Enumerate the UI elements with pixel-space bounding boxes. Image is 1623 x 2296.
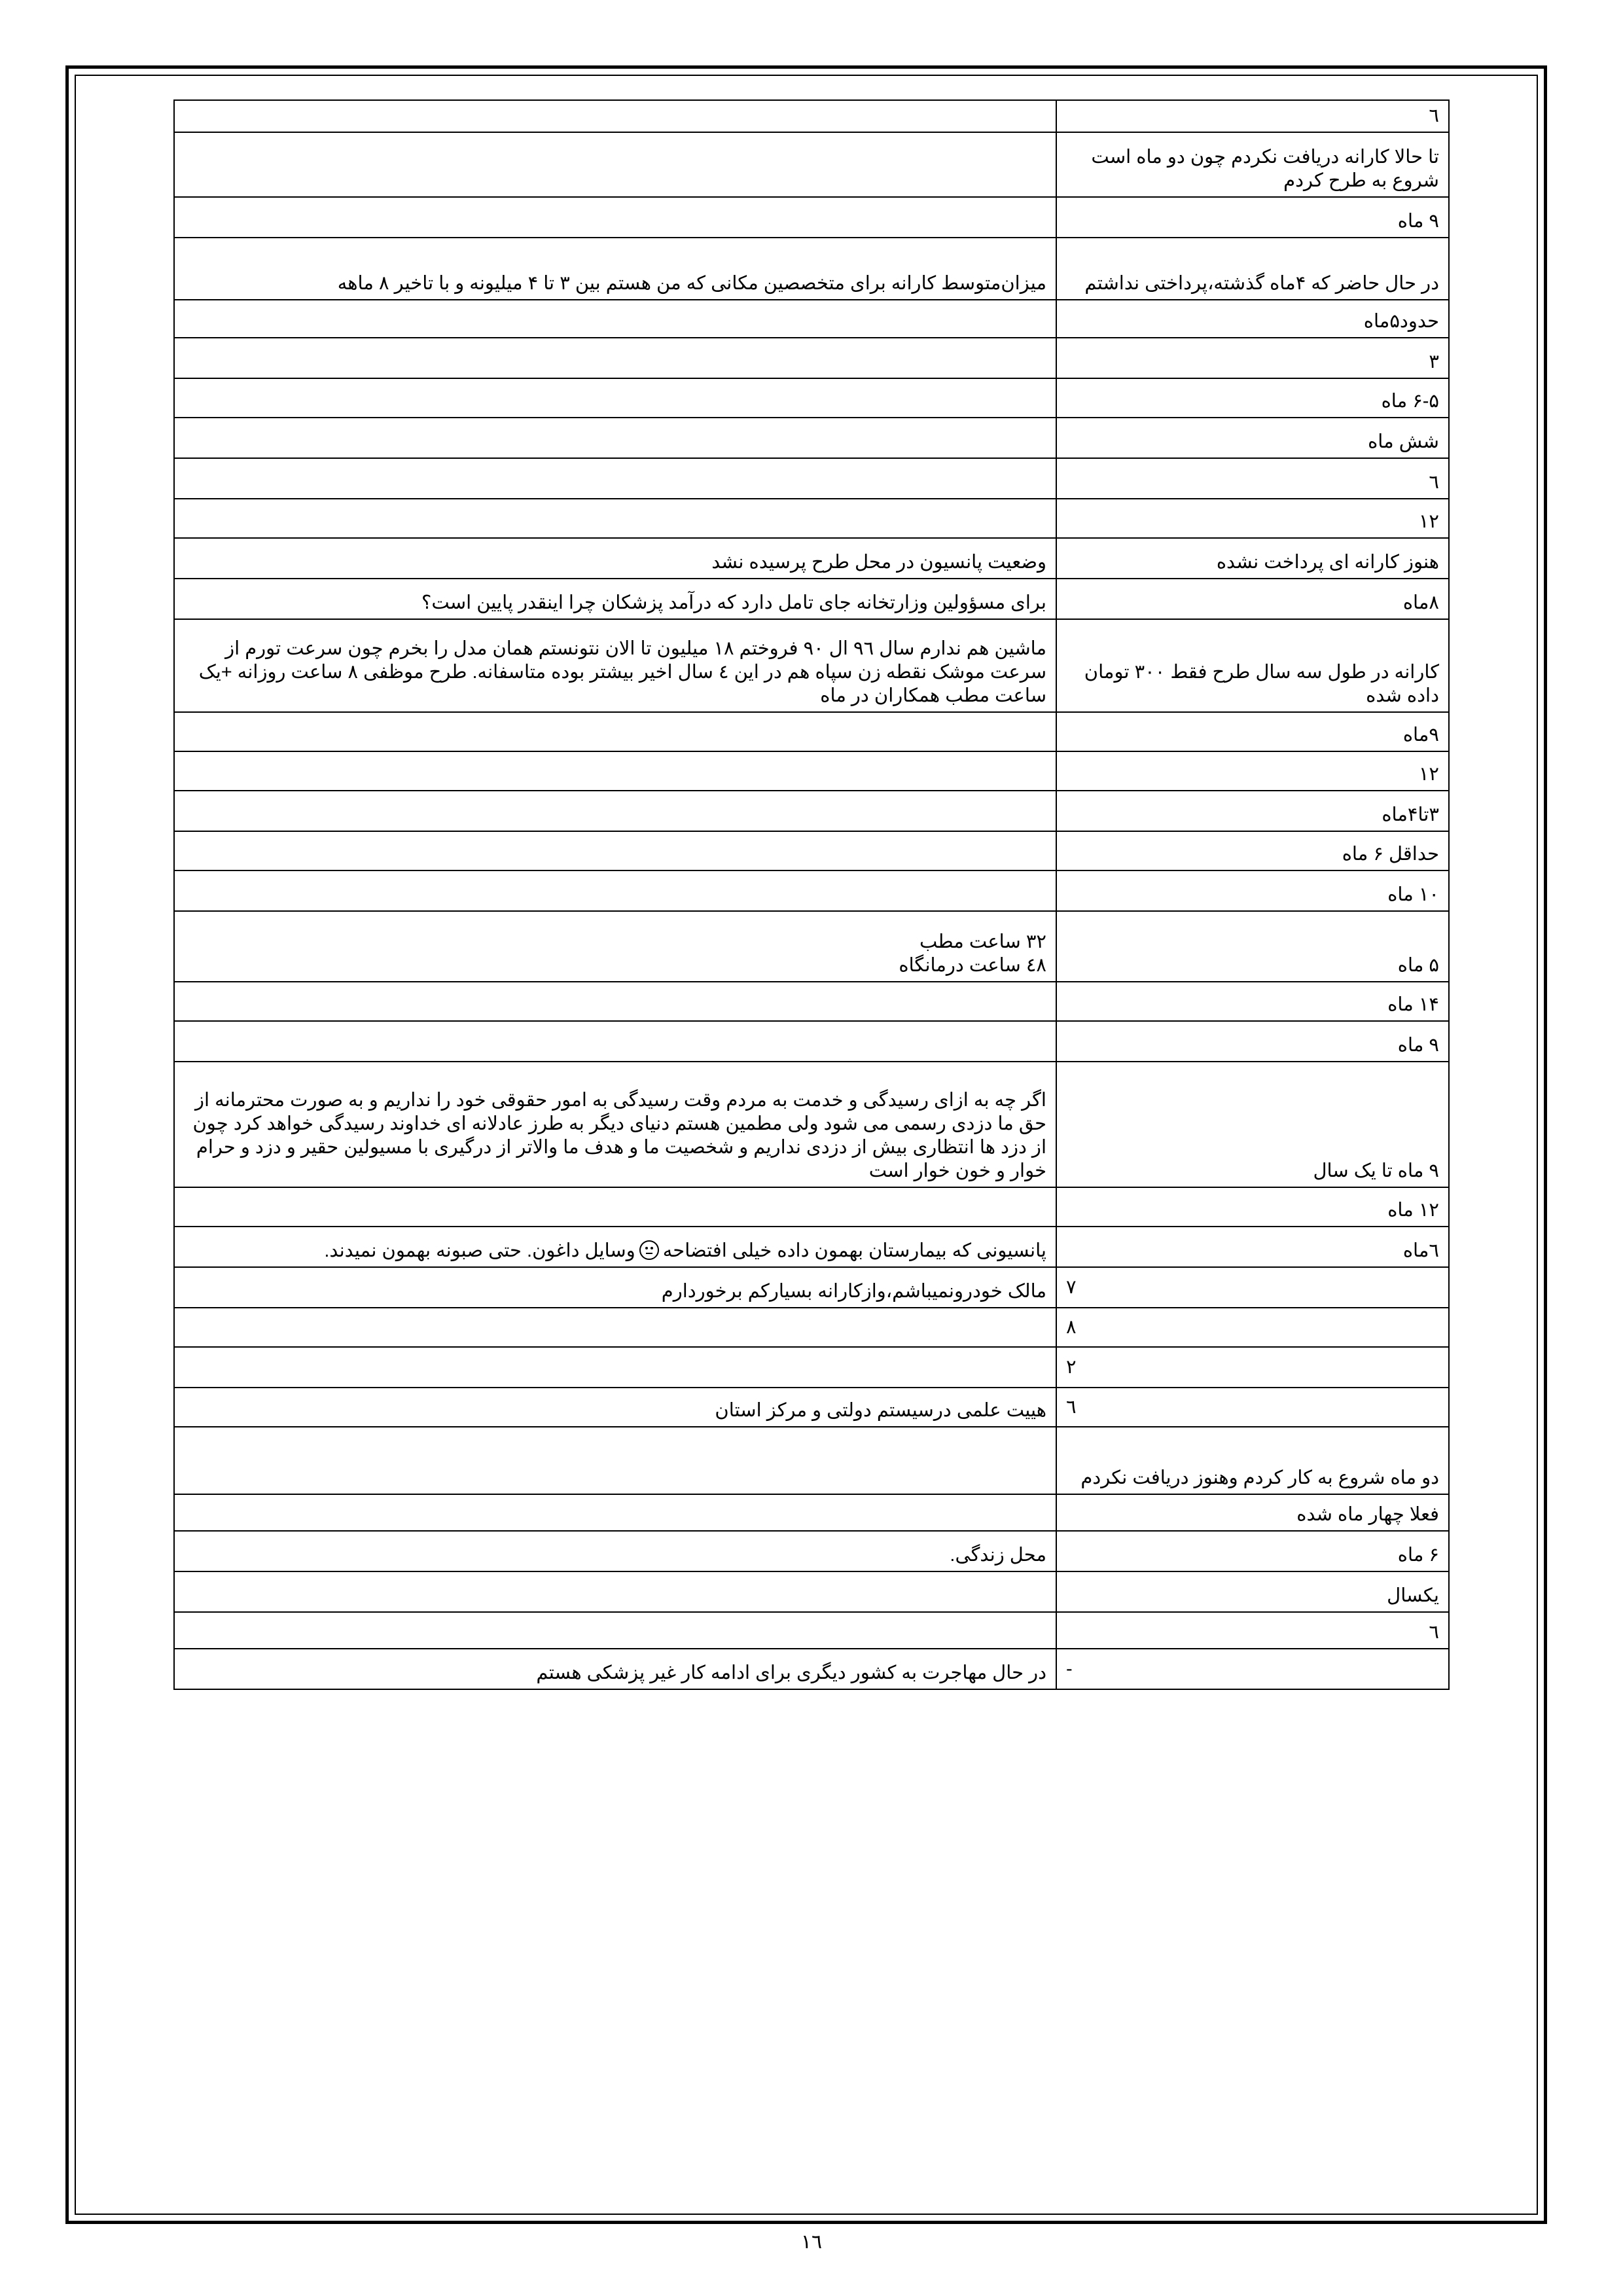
table-row	[174, 619, 1449, 712]
comment-cell	[174, 1347, 1056, 1388]
duration-cell: یکسال	[1056, 1571, 1449, 1612]
comment-cell: مالک خودرونمیباشم،وازکارانه بسیارکم برخوردارم	[174, 1267, 1056, 1308]
duration-cell: ۹ماه	[1056, 712, 1449, 751]
table-row	[174, 1227, 1449, 1267]
duration-cell: کارانه در طول سه سال طرح فقط ۳۰۰ تومان داده شده	[1056, 619, 1449, 712]
comment-cell: هییت علمی درسیستم دولتی و مرکز استان	[174, 1388, 1056, 1427]
table-row	[174, 579, 1449, 619]
table-row	[174, 1187, 1449, 1227]
table-row	[174, 1388, 1449, 1427]
duration-cell: ۱۲	[1056, 499, 1449, 538]
neutral-face-icon	[639, 1240, 659, 1260]
comment-cell	[174, 1187, 1056, 1227]
comment-cell	[174, 791, 1056, 831]
comment-cell	[174, 338, 1056, 378]
duration-cell: ٦	[1056, 458, 1449, 499]
comment-cell: در حال مهاجرت به کشور دیگری برای ادامه کار غیر پزشکی هستم	[174, 1649, 1056, 1689]
table-row	[174, 1649, 1449, 1689]
duration-cell: فعلا چهار ماه شده	[1056, 1494, 1449, 1531]
table-row	[174, 100, 1449, 132]
duration-cell: ٦	[1056, 1612, 1449, 1649]
comment-cell: اگر چه به ازای رسیدگی و خدمت به مردم وقت رسیدگی به امور حقوقی خود را نداریم و به صورت محترمانه از حق ما دزدی رسمی می شود ولی مطمین هستم دنیای دیگر به طرز عادلانه ای خداوند رسیدگی خواهد کرد چون از دزد ها انتظاری بیش از دزدی نداریم و شخصیت ما و هدف ما والاتر از درگیری با مسیولین حقیر و دزد و حرام خوار و خون خوار است	[174, 1062, 1056, 1187]
comment-cell	[174, 418, 1056, 458]
comment-cell	[174, 132, 1056, 197]
duration-cell: ۳تا۴ماه	[1056, 791, 1449, 831]
comment-cell	[174, 458, 1056, 499]
duration-cell: تا حالا کارانه دریافت نکردم چون دو ماه است شروع به طرح کردم	[1056, 132, 1449, 197]
table-row	[174, 378, 1449, 418]
comment-cell	[174, 300, 1056, 338]
duration-cell: ۱۲ ماه	[1056, 1187, 1449, 1227]
table-row	[174, 831, 1449, 870]
duration-cell: شش ماه	[1056, 418, 1449, 458]
comment-cell	[174, 378, 1056, 418]
duration-cell: ٦ماه	[1056, 1227, 1449, 1267]
duration-cell: ۱۴ ماه	[1056, 982, 1449, 1021]
table-row	[174, 499, 1449, 538]
table-row	[174, 1571, 1449, 1612]
table-row	[174, 300, 1449, 338]
duration-cell: ۷	[1056, 1267, 1449, 1308]
duration-cell: ۳	[1056, 338, 1449, 378]
table-row	[174, 538, 1449, 579]
table-row	[174, 982, 1449, 1021]
duration-cell: دو ماه شروع به کار کردم وهنوز دریافت نکردم	[1056, 1427, 1449, 1494]
duration-cell: ۱۲	[1056, 751, 1449, 791]
comment-text-continued: وسایل داغون. حتی صبونه بهمون نمیدند.	[324, 1240, 635, 1261]
table-row	[174, 1347, 1449, 1388]
duration-cell: ۶-۵ ماه	[1056, 378, 1449, 418]
duration-cell: حداقل ۶ ماه	[1056, 831, 1449, 870]
comment-text: پانسیونی که بیمارستان بهمون داده خیلی افتضاحه	[662, 1240, 1046, 1261]
table-row	[174, 870, 1449, 911]
table-row	[174, 1267, 1449, 1308]
comment-cell	[174, 1227, 1056, 1267]
table-row	[174, 911, 1449, 982]
table-row	[174, 1021, 1449, 1062]
comment-cell	[174, 197, 1056, 238]
table-row	[174, 132, 1449, 197]
comment-cell: محل زندگی.	[174, 1531, 1056, 1571]
table-row	[174, 1427, 1449, 1494]
table-row	[174, 1494, 1449, 1531]
table-row	[174, 1612, 1449, 1649]
comment-cell	[174, 499, 1056, 538]
duration-cell: هنوز کارانه ای پرداخت نشده	[1056, 538, 1449, 579]
duration-cell: ۹ ماه تا یک سال	[1056, 1062, 1449, 1187]
comment-cell	[174, 1308, 1056, 1347]
table-row	[174, 418, 1449, 458]
comment-cell: وضعیت پانسیون در محل طرح پرسیده نشد	[174, 538, 1056, 579]
comment-cell	[174, 1427, 1056, 1494]
comment-cell	[174, 1612, 1056, 1649]
duration-cell: ۲	[1056, 1347, 1449, 1388]
comment-cell	[174, 1494, 1056, 1531]
duration-cell: در حال حاضر که ۴ماه گذشته،پرداختی نداشتم	[1056, 238, 1449, 300]
duration-cell: حدود۵ماه	[1056, 300, 1449, 338]
table-row	[174, 238, 1449, 300]
comment-cell	[174, 751, 1056, 791]
comment-cell: ٣٢ ساعت مطب ٤٨ ساعت درمانگاه	[174, 911, 1056, 982]
comment-cell: ماشین هم ندارم سال ٩٦ ال ٩٠ فروختم ١٨ میلیون تا الان نتونستم همان مدل را بخرم چون سرعت تورم از سرعت موشک نقطه زن سپاه هم در این ٤ سال اخیر بیشتر بوده متاسفانه. طرح موظفی ٨ ساعت روزانه +یک ساعت مطب همکاران در ماه	[174, 619, 1056, 712]
table-row	[174, 791, 1449, 831]
table-row	[174, 751, 1449, 791]
duration-cell: ٦	[1056, 100, 1449, 132]
duration-cell: ۹ ماه	[1056, 197, 1449, 238]
duration-cell: ۹ ماه	[1056, 1021, 1449, 1062]
comment-cell	[174, 1021, 1056, 1062]
duration-cell: ۱۰ ماه	[1056, 870, 1449, 911]
table-row	[174, 338, 1449, 378]
table-row	[174, 1308, 1449, 1347]
comment-cell	[174, 982, 1056, 1021]
duration-cell: ٦	[1056, 1388, 1449, 1427]
comment-cell	[174, 100, 1056, 132]
comment-cell	[174, 870, 1056, 911]
table-row	[174, 197, 1449, 238]
duration-cell: ۵ ماه	[1056, 911, 1449, 982]
page-number: ١٦	[800, 2231, 823, 2253]
comment-cell	[174, 1571, 1056, 1612]
duration-cell: ۸	[1056, 1308, 1449, 1347]
comment-cell	[174, 831, 1056, 870]
duration-cell: ۶ ماه	[1056, 1531, 1449, 1571]
comment-cell: برای مسؤولین وزارتخانه جای تامل دارد که درآمد پزشکان چرا اینقدر پایین است؟	[174, 579, 1056, 619]
table-row	[174, 458, 1449, 499]
table-row	[174, 1531, 1449, 1571]
duration-cell: ۸ماه	[1056, 579, 1449, 619]
comment-cell: میزان‌متوسط کارانه برای متخصصین مکانی که من هستم بین ۳ تا ۴ میلیونه و با تاخیر ۸ ماهه	[174, 238, 1056, 300]
duration-cell: -	[1056, 1649, 1449, 1689]
comment-cell	[174, 712, 1056, 751]
table-row	[174, 712, 1449, 751]
responses-table	[173, 99, 1450, 1690]
table-row	[174, 1062, 1449, 1187]
